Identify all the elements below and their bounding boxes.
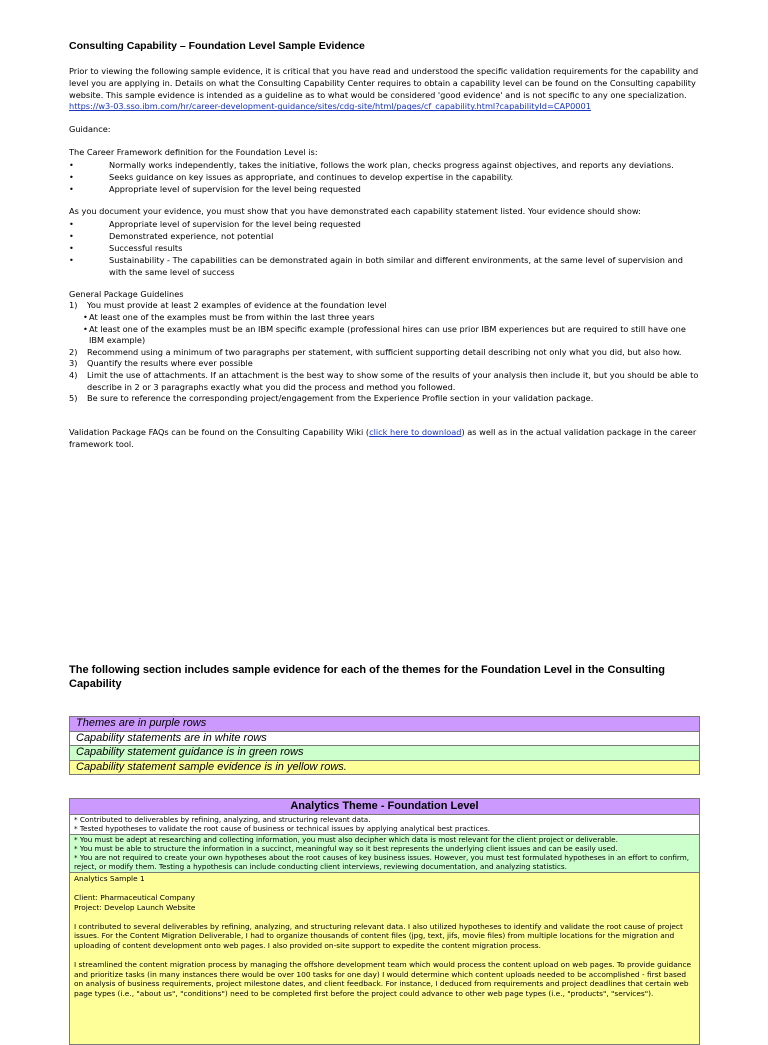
guidance-label: Guidance: bbox=[69, 124, 111, 135]
legend-white: Capability statements are in white rows bbox=[70, 732, 699, 747]
list-item: • Appropriate level of supervision for the level being requested bbox=[69, 218, 361, 229]
sample-evidence bbox=[70, 873, 699, 1044]
guidance-line: * You must be able to structure the information in a succinct, meaningful way so it best represents the underlying client issues and can be easily used. bbox=[74, 843, 618, 853]
evidence-intro: As you document your evidence, you must show that you have demonstrated each capability statement listed. Your evidence should show: bbox=[69, 205, 641, 216]
legend-yellow: Capability statement sample evidence is in yellow rows. bbox=[70, 761, 699, 775]
statement-guidance bbox=[70, 835, 699, 873]
capability-statements bbox=[70, 815, 699, 835]
sample-title: Analytics Sample 1 bbox=[74, 873, 145, 883]
list-item: • Successful results bbox=[69, 242, 183, 253]
guidance-line: * You are not required to create your own hypotheses about the root causes of key business issues. However, you must test formulated hypotheses in an effort to confirm, reject, or modify them. Testing a hypothesis can include conducting client interviews, reviewing documentation, and analyzing statistics. bbox=[74, 853, 690, 872]
list-item: • Seeks guidance on key issues as appropriate, and continues to develop expertise in the capability. bbox=[69, 171, 514, 182]
list-item: • At least one of the examples must be an IBM specific example (professional hires can use prior IBM experiences but are required to still have one IBM example) bbox=[83, 323, 686, 346]
section-heading: The following section includes sample evidence for each of the themes for the Foundation Level in the Consulting Capability bbox=[69, 664, 665, 690]
document-body bbox=[69, 40, 699, 450]
legend-purple: Themes are in purple rows bbox=[70, 717, 699, 732]
list-item: • Appropriate level of supervision for the level being requested bbox=[69, 183, 361, 194]
color-legend bbox=[69, 716, 700, 775]
list-item: 1) You must provide at least 2 examples of evidence at the foundation level bbox=[69, 300, 387, 311]
sample-client: Client: Pharmaceutical Company bbox=[74, 892, 195, 902]
guidance-line: * You must be adept at researching and collecting information, you must also decipher which data is most relevant for the client project or deliverable. bbox=[74, 834, 618, 844]
list-item: 4) Limit the use of attachments. If an attachment is the best way to show some of the results of your analysis then include it, but you should be able to describe in 2 or 3 paragraphs exactly what you did the process and method you followed. bbox=[69, 369, 699, 392]
list-item: 2) Recommend using a minimum of two paragraphs per statement, with sufficient supporting detail describing not only what you did, but also how. bbox=[69, 346, 682, 357]
sample-project: Project: Develop Launch Website bbox=[74, 902, 196, 912]
faq-paragraph: Validation Package FAQs can be found on the Consulting Capability Wiki (click here to download) as well as in the actual validation package in the career framework tool. bbox=[69, 426, 697, 449]
analytics-theme-table bbox=[69, 798, 700, 1045]
legend-green: Capability statement guidance is in green rows bbox=[70, 746, 699, 761]
document-title: Consulting Capability – Foundation Level Sample Evidence bbox=[69, 40, 365, 52]
intro-paragraph: Prior to viewing the following sample evidence, it is critical that you have read and understood the specific validation requirements for the capability and level you are applying in. Details on what the Consulting Capability Center requires to obtain a capability level can be found on the Consulting capability website. This sample evidence is intended as a guideline as to what would be considered 'good evidence' and is not specific to any one specialization. bbox=[69, 66, 699, 100]
list-item: • Normally works independently, takes the initiative, follows the work plan, checks progress against objectives, and reports any deviations. bbox=[69, 159, 674, 170]
list-item: • Demonstrated experience, not potential bbox=[69, 230, 274, 241]
package-guidelines-label: General Package Guidelines bbox=[69, 288, 184, 299]
list-item: • Sustainability - The capabilities can be demonstrated again in both similar and different environments, at the same level of supervision and with the same level of success bbox=[69, 254, 683, 277]
statement: * Contributed to deliverables by refining, analyzing, and structuring relevant data. bbox=[74, 815, 371, 824]
list-item: 3) Quantify the results where ever possible bbox=[69, 358, 253, 369]
theme-title: Analytics Theme - Foundation Level bbox=[70, 799, 699, 815]
capability-website-link[interactable]: https://w3-03.sso.ibm.com/hr/career-development-guidance/sites/cdg-site/html/pages/cf_capability.html?capabilityId=CAP0001 bbox=[69, 101, 591, 112]
statement: * Tested hypotheses to validate the root cause of business or technical issues by applying analytical best practices. bbox=[74, 824, 491, 834]
sample-paragraph-2: I streamlined the content migration process by managing the offshore development team which would process the content upload on web pages. To provide guidance and prioritize tasks (in many instances there would be over 100 tasks for one day) I would determine which content uploads needed to be accomplished - first based on analysis of business requirements, project milestone dates, and client feedback. For instance, I deduced from requirements and project deadlines that certain web page types (i.e., "about us", "conditions") need to be completed first before the project could advance to other web page types (i.e., "products", "services"). bbox=[74, 960, 692, 998]
framework-intro: The Career Framework definition for the Foundation Level is: bbox=[69, 146, 318, 157]
sample-paragraph-1: I contributed to several deliverables by refining, analyzing, and structuring relevant data. I also utilized hypotheses to identify and validate the root cause of project issues. For the Content Migration Deliverable, I had to organize thousands of content files (jpg, text, jifs, movie files) from multiple locations for the migration and uploading of content development onto web pages. I also provided on-site support to expedite the content migration process. bbox=[74, 921, 683, 950]
download-link[interactable]: click here to download bbox=[369, 426, 462, 437]
list-item: • At least one of the examples must be from within the last three years bbox=[83, 311, 375, 322]
list-item: 5) Be sure to reference the corresponding project/engagement from the Experience Profile section in your validation package. bbox=[69, 393, 594, 404]
